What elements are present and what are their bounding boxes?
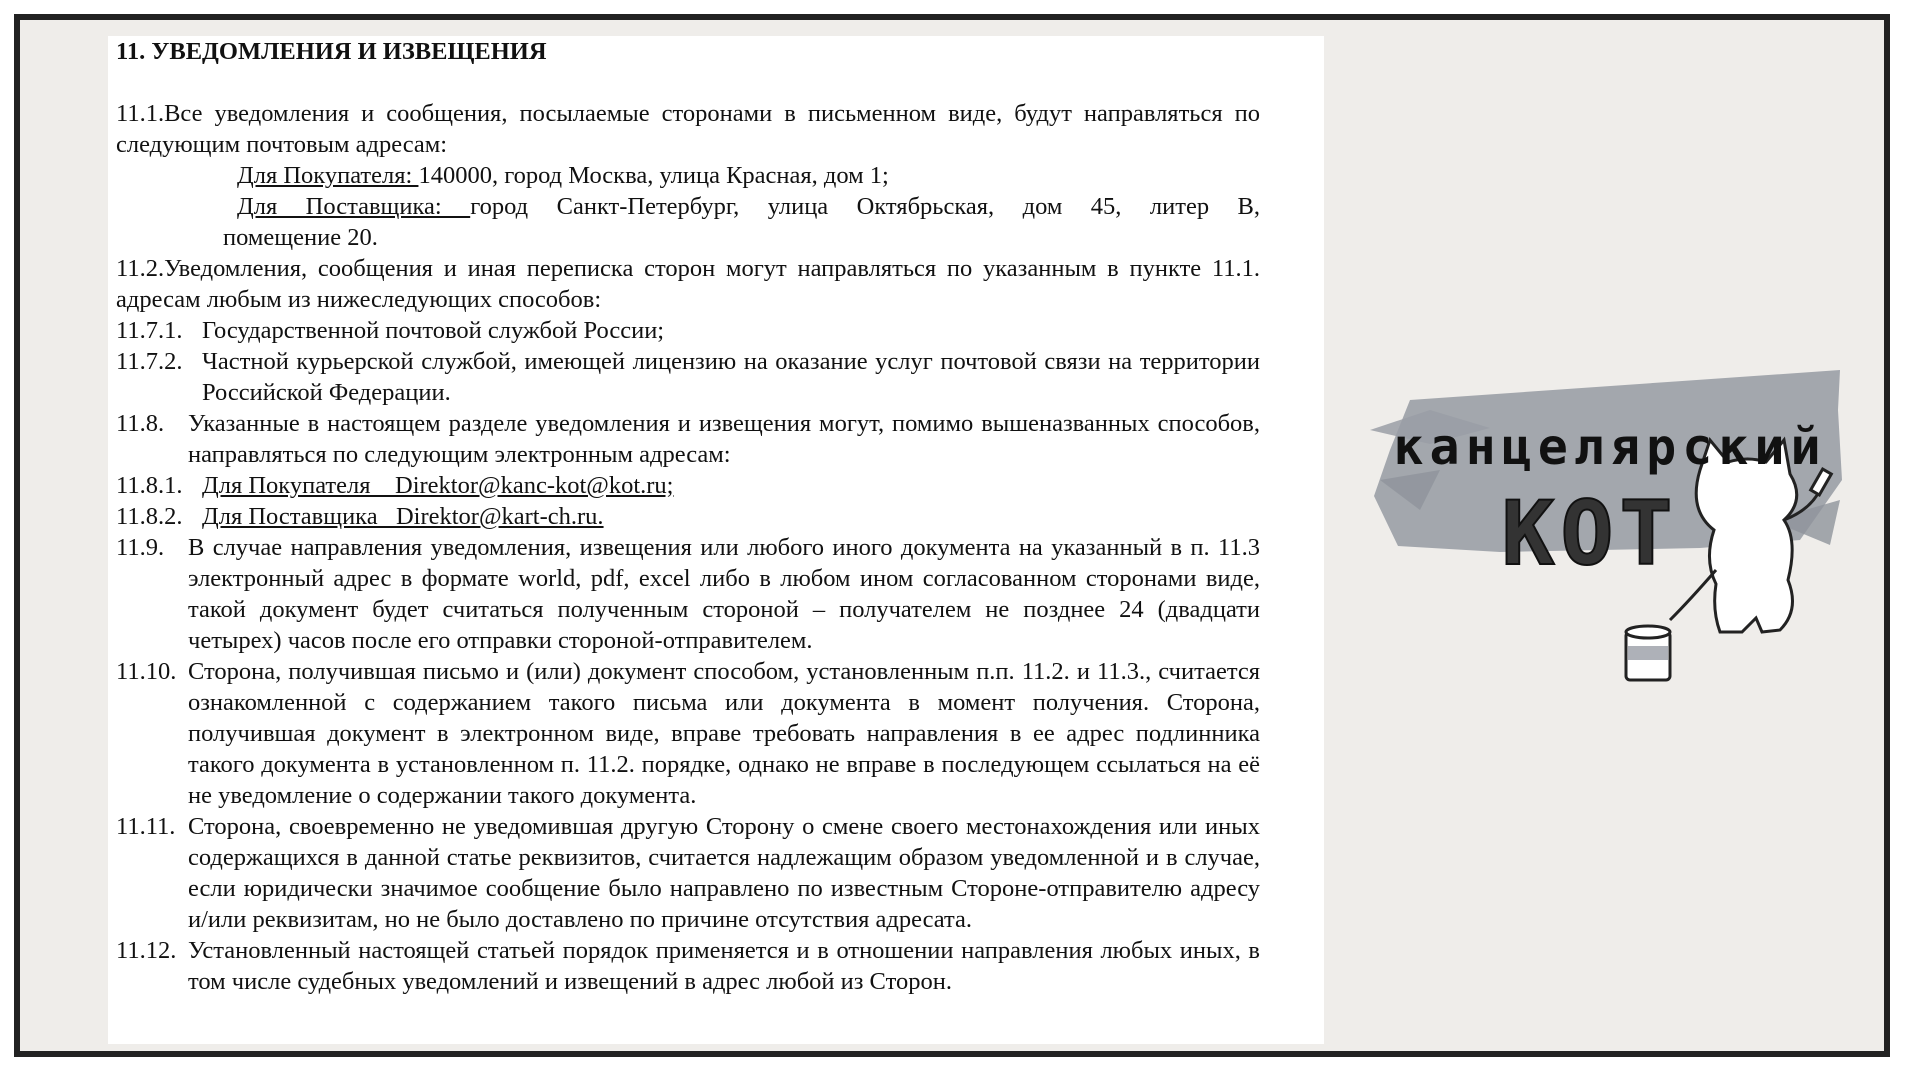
- supplier-email-link[interactable]: Для Поставщика Direktor@kart-ch.ru.: [202, 503, 604, 530]
- document-body: [116, 36, 1260, 997]
- clause-text: В случае направления уведомления, извещения или любого иного документа на указанный в п. 11.3 электронный адрес в формате world, pdf, excel либо в любом ином согласованном сторонами виде, такой документ будет считаться полученным стороной – получателем не позднее 24 (двадцати четырех) часов после его отправки стороной-отправителем.: [188, 534, 1260, 654]
- supplier-address-1: город Санкт-Петербург, улица Октябрьская, дом 45, литер В,: [470, 193, 1260, 220]
- clause-number: 11.12.: [116, 937, 177, 964]
- clause-11-8-1: [116, 470, 1260, 501]
- clause-number: 11.11.: [116, 813, 176, 840]
- clause-text: Установленный настоящей статьей порядок применяется и в отношении направления любых иных, в том числе судебных уведомлений и извещений в адрес любой из Сторон.: [188, 937, 1260, 995]
- logo-text-bottom: КОТ: [1501, 482, 1679, 585]
- clause-text: Частной курьерской службой, имеющей лицензию на оказание услуг почтовой связи на территории Российской Федерации.: [202, 348, 1260, 406]
- clause-text: Сторона, получившая письмо и (или) документ способом, установленным п.п. 11.2. и 11.3., считается ознакомленной с содержанием такого письма или документа в момент получения. Сторона, получившая документ в электронном виде, вправе требовать направления в ее адрес подлинника такого документа в установленном п. 11.2. порядке, однако не вправе в последующем ссылаться на её не уведомление о содержании такого документа.: [188, 658, 1260, 809]
- clause-text: Государственной почтовой службой России;: [202, 317, 665, 344]
- buyer-address-line: [116, 160, 1260, 191]
- buyer-label: Для Покупателя:: [237, 162, 419, 189]
- clause-11-2: 11.2.Уведомления, сообщения и иная переписка сторон могут направляться по указанным в пункте 11.1. адресам любым из нижеследующих способов:: [116, 255, 1260, 313]
- buyer-email-link[interactable]: Для Покупателя Direktor@kanc-kot@kot.ru;: [202, 472, 674, 499]
- clause-11-10: [116, 656, 1260, 811]
- brand-logo: [1370, 370, 1850, 690]
- section-heading: 11. УВЕДОМЛЕНИЯ И ИЗВЕЩЕНИЯ: [116, 38, 547, 65]
- spacer: [116, 68, 1260, 98]
- clause-11-11: [116, 811, 1260, 935]
- supplier-address-continuation: помещение 20.: [223, 224, 378, 251]
- clause-11-9: [116, 532, 1260, 656]
- clause-number: 11.8.1.: [116, 472, 183, 499]
- clause-11-1: 11.1.Все уведомления и сообщения, посылаемые сторонами в письменном виде, будут направляться по следующим почтовым адресам:: [116, 100, 1260, 158]
- clause-number: 11.8.: [116, 410, 165, 437]
- clause-text: Сторона, своевременно не уведомившая другую Сторону о смене своего местонахождения или иных содержащихся в данной статье реквизитов, считается надлежащим образом уведомленной и в случае, если юридически значимое сообщение было направлено по известным Стороне-отправителю адресу и/или реквизитам, но не было доставлено по причине отсутствия адресата.: [188, 813, 1260, 933]
- buyer-address: 140000, город Москва, улица Красная, дом 1;: [418, 162, 889, 189]
- supplier-label: Для Поставщика:: [237, 193, 471, 220]
- clause-11-7-1: [116, 315, 1260, 346]
- clause-number: 11.10.: [116, 658, 177, 685]
- clause-number: 11.9.: [116, 534, 165, 561]
- clause-11-8: [116, 408, 1260, 470]
- clause-11-8-2: [116, 501, 1260, 532]
- clause-text: Указанные в настоящем разделе уведомления и извещения могут, помимо вышеназванных способов, направляться по следующим электронным адресам:: [188, 410, 1260, 468]
- clause-11-7-2: [116, 346, 1260, 408]
- logo-text-top: канцелярский: [1393, 418, 1827, 476]
- clause-number: 11.8.2.: [116, 503, 183, 530]
- document-page: [108, 36, 1324, 1044]
- clause-11-12: [116, 935, 1260, 997]
- clause-number: 11.7.2.: [116, 348, 183, 375]
- clause-number: 11.7.1.: [116, 317, 183, 344]
- supplier-address-line: [116, 191, 1260, 222]
